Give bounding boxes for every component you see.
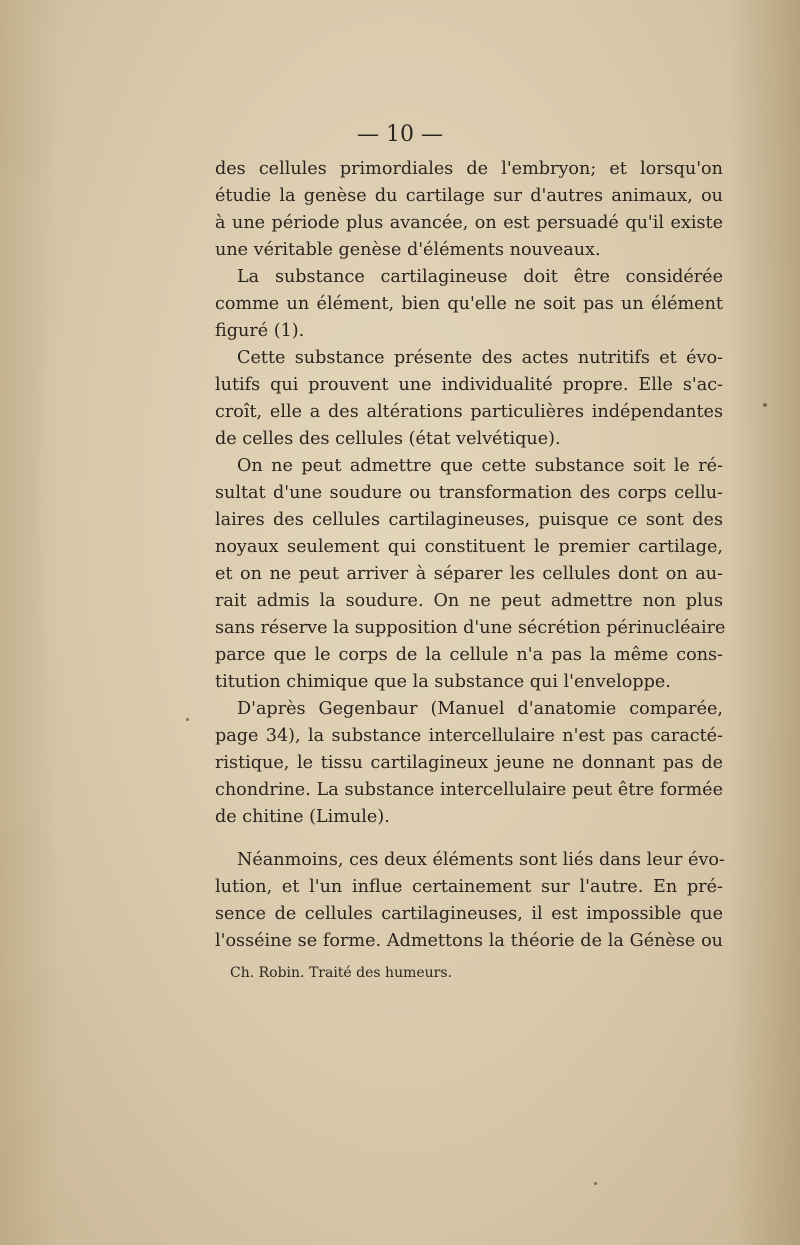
text-line: croît, elle a des altérations particulières indépendantes (215, 402, 723, 422)
body-text (215, 156, 726, 955)
text-line: à une période plus avancée, on est persuadé qu'il existe (215, 213, 723, 233)
paper-speck (186, 718, 189, 721)
text-line: une véritable genèse d'éléments nouveaux. (215, 240, 601, 260)
text-line: figuré (1). (215, 321, 305, 341)
paragraph-start: La substance cartilagineuse doit être considérée (237, 267, 723, 287)
footnote: Ch. Robin. Traité des humeurs. (230, 965, 452, 981)
text-line: lution, et l'un influe certainement sur l'autre. En pré- (215, 877, 723, 897)
text-line: de chitine (Limule). (215, 807, 390, 827)
paragraph-gap (215, 831, 723, 847)
text-line: sultat d'une soudure ou transformation des corps cellu- (215, 483, 723, 503)
text-line: noyaux seulement qui constituent le premier cartilage, (215, 537, 723, 557)
text-line: rait admis la soudure. On ne peut admettre non plus (215, 591, 723, 611)
text-line: ristique, le tissu cartilagineux jeune ne donnant pas de (215, 753, 723, 773)
text-line: laires des cellules cartilagineuses, puisque ce sont des (215, 510, 723, 530)
page-shadow-left (0, 0, 60, 1245)
paragraph-start: Cette substance présente des actes nutritifs et évo- (237, 348, 723, 368)
text-line: sence de cellules cartilagineuses, il est impossible que (215, 904, 723, 924)
paragraph-start: Néanmoins, ces deux éléments sont liés dans leur évo- (237, 850, 725, 870)
text-line: sans réserve la supposition d'une sécrétion périnucléaire (215, 618, 726, 638)
page-shadow-right (730, 0, 800, 1245)
text-line: comme un élément, bien qu'elle ne soit pas un élément (215, 294, 723, 314)
text-line: et on ne peut arriver à séparer les cellules dont on au- (215, 564, 723, 584)
text-line: des cellules primordiales de l'embryon; et lorsqu'on (215, 159, 723, 179)
text-line: l'osséine se forme. Admettons la théorie de la Génèse ou (215, 931, 723, 951)
text-line: de celles des cellules (état velvétique). (215, 429, 561, 449)
text-line: page 34), la substance intercellulaire n'est pas caracté- (215, 726, 723, 746)
paper-speck (594, 1182, 597, 1185)
text-line: titution chimique que la substance qui l'enveloppe. (215, 672, 671, 692)
paragraph-start: On ne peut admettre que cette substance soit le ré- (237, 456, 723, 476)
text-line: étudie la genèse du cartilage sur d'autres animaux, ou (215, 186, 723, 206)
text-line: parce que le corps de la cellule n'a pas la même cons- (215, 645, 723, 665)
paragraph-start: D'après Gegenbaur (Manuel d'anatomie comparée, (237, 699, 723, 719)
text-line: lutifs qui prouvent une individualité propre. Elle s'ac- (215, 375, 723, 395)
text-line: chondrine. La substance intercellulaire peut être formée (215, 780, 723, 800)
page-number: — 10 — (357, 122, 443, 147)
paper-speck (763, 403, 767, 407)
